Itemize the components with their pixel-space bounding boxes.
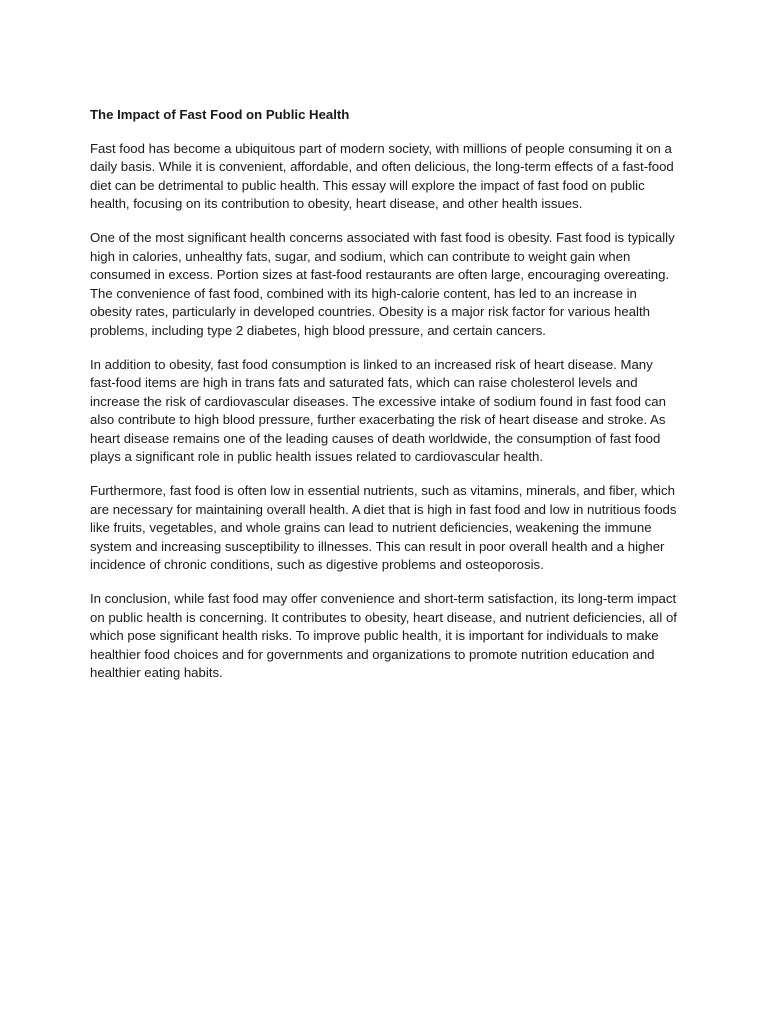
paragraph-obesity: One of the most significant health concerns associated with fast food is obesity. Fast food is typically high in calories, unhealthy fats, sugar, and sodium, which can contribute to weight gain when consumed in excess. Portion sizes at fast-food restaurants are often large, encouraging overeating. The convenience of fast food, combined with its high-calorie content, has led to an increase in obesity rates, particularly in developed countries. Obesity is a major risk factor for various health problems, including type 2 diabetes, high blood pressure, and certain cancers.: [90, 230, 675, 338]
paragraph-intro: Fast food has become a ubiquitous part of modern society, with millions of people consuming it on a daily basis. While it is convenient, affordable, and often delicious, the long-term effects of a fast-food diet can be detrimental to public health. This essay will explore the impact of fast food on public health, focusing on its contribution to obesity, heart disease, and other health issues.: [90, 140, 674, 211]
paragraph-conclusion: In conclusion, while fast food may offer convenience and short-term satisfaction, its long-term impact on public health is concerning. It contributes to obesity, heart disease, and nutrient deficiencies, all of which pose significant health risks. To improve public health, it is important for individuals to make healthier food choices and for governments and organizations to promote nutrition education and healthier eating habits.: [90, 591, 677, 680]
document-page: [90, 106, 682, 698]
paragraph-heart-disease: In addition to obesity, fast food consumption is linked to an increased risk of heart disease. Many fast-food items are high in trans fats and saturated fats, which can raise cholesterol levels and increase the risk of cardiovascular diseases. The excessive intake of sodium found in fast food can also contribute to high blood pressure, further exacerbating the risk of heart disease and stroke. As heart disease remains one of the leading causes of death worldwide, the consumption of fast food plays a significant role in public health issues related to cardiovascular health.: [90, 356, 666, 464]
paragraph-nutrients: Furthermore, fast food is often low in essential nutrients, such as vitamins, minerals, and fiber, which are necessary for maintaining overall health. A diet that is high in fast food and low in nutritious foods like fruits, vegetables, and whole grains can lead to nutrient deficiencies, weakening the immune system and increasing susceptibility to illnesses. This can result in poor overall health and a higher incidence of chronic conditions, such as digestive problems and osteoporosis.: [90, 483, 677, 572]
document-title: The Impact of Fast Food on Public Health: [90, 107, 350, 122]
